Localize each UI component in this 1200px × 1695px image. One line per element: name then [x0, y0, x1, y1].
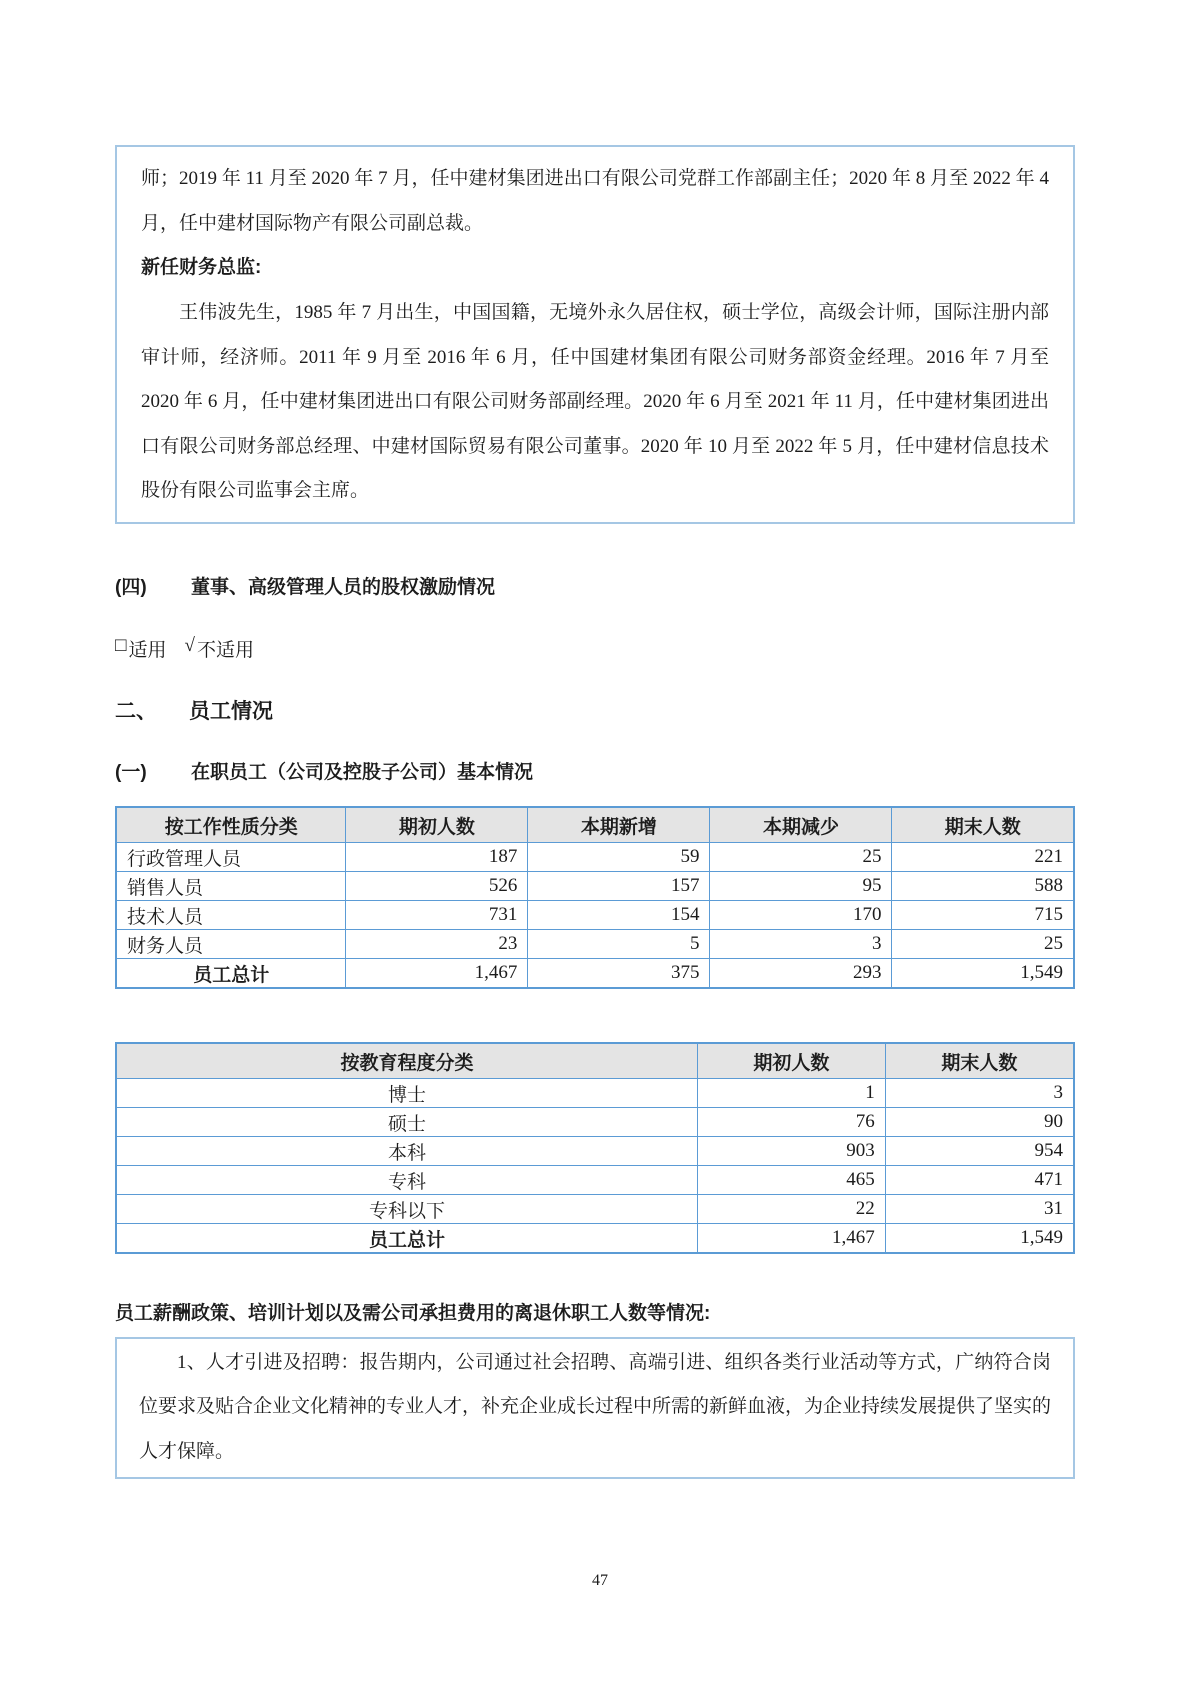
table-header-row [116, 1043, 1074, 1079]
table-cell: 3 [710, 930, 892, 959]
table-cell: 59 [528, 843, 710, 872]
checkbox-unchecked-icon: □ [115, 634, 127, 656]
table-cell: 财务人员 [116, 930, 346, 959]
section-employees-heading [115, 698, 1075, 725]
talent-recruitment-paragraph: 1、人才引进及招聘：报告期内，公司通过社会招聘、高端引进、组织各类行业活动等方式，广纳符合岗位要求及贴合企业文化精神的专业人才，补充企业成长过程中所需的新鲜血液，为企业持续发展提供了坚实的人才保障。 [139, 1351, 1052, 1463]
table-cell: 76 [698, 1108, 886, 1137]
cfo-bio-paragraph: 王伟波先生，1985 年 7 月出生，中国国籍，无境外永久居住权，硕士学位，高级会计师，国际注册内部审计师，经济师。2011 年 9 月至 2016 年 6 月，任中国建材集团有限公司财务部资金经理。2016 年 7 月至 2020 年 6 月，任中建材集团进出口有限公司财务部副经理。2020 年 6 月至 2021 年 11 月，任中建材集团进出口有限公司财务部总经理、中建材国际贸易有限公司董事。2020 年 10 月至 2022 年 5 月，任中建材信息技术股份有限公司监事会主席。 [141, 301, 1049, 502]
table-cell: 471 [885, 1166, 1074, 1195]
column-header-begin-count: 期初人数 [346, 807, 528, 843]
employees-by-education-table [115, 1042, 1075, 1254]
section-title: 董事、高级管理人员的股权激励情况 [191, 577, 496, 599]
column-header-reduced: 本期减少 [710, 807, 892, 843]
table-cell: 1,467 [346, 959, 528, 988]
table-cell: 293 [710, 959, 892, 988]
table-cell: 本科 [116, 1137, 698, 1166]
column-header-added: 本期新增 [528, 807, 710, 843]
checkmark-icon: √ [184, 634, 195, 656]
applicable-label: 适用 [128, 639, 167, 661]
bio-paragraph-continuation: 师；2019 年 11 月至 2020 年 7 月，任中建材集团进出口有限公司党群工作部副主任；2020 年 8 月至 2022 年 4 月，任中建材国际物产有限公司副总裁。 [141, 168, 1049, 234]
table-cell: 1,549 [892, 959, 1074, 988]
column-header-education-level: 按教育程度分类 [116, 1043, 698, 1079]
table-cell: 170 [710, 901, 892, 930]
table-cell: 157 [528, 872, 710, 901]
table-cell: 31 [885, 1195, 1074, 1224]
table-header-row [116, 807, 1074, 843]
table-cell: 23 [346, 930, 528, 959]
table-cell: 954 [885, 1137, 1074, 1166]
table-total-row [116, 959, 1074, 988]
table-cell: 375 [528, 959, 710, 988]
table-cell: 95 [710, 872, 892, 901]
table-cell: 715 [892, 901, 1074, 930]
column-header-end-count: 期末人数 [892, 807, 1074, 843]
table-row [116, 872, 1074, 901]
column-header-work-type: 按工作性质分类 [116, 807, 346, 843]
section-title: 员工情况 [189, 699, 273, 723]
section-index: (一) [115, 762, 147, 784]
table-cell: 技术人员 [116, 901, 346, 930]
table-cell: 187 [346, 843, 528, 872]
table-cell: 1,467 [698, 1224, 886, 1253]
page-number: 47 [592, 1572, 608, 1589]
table-total-label: 员工总计 [116, 959, 346, 988]
table-cell: 1 [698, 1079, 886, 1108]
section-active-employees-heading [115, 761, 1075, 786]
table-cell: 硕士 [116, 1108, 698, 1137]
table-cell: 5 [528, 930, 710, 959]
table-row [116, 1195, 1074, 1224]
table-cell: 25 [710, 843, 892, 872]
table-row [116, 930, 1074, 959]
applicable-option [115, 635, 167, 662]
section-index: 二、 [115, 699, 157, 723]
employees-by-work-type-table [115, 806, 1075, 989]
table-cell: 903 [698, 1137, 886, 1166]
table-cell: 90 [885, 1108, 1074, 1137]
not-applicable-option [185, 635, 254, 662]
table-row [116, 843, 1074, 872]
table-cell: 154 [528, 901, 710, 930]
not-applicable-label: 不适用 [196, 639, 254, 661]
salary-policy-heading: 员工薪酬政策、培训计划以及需公司承担费用的离退休职工人数等情况: [115, 1302, 711, 1324]
section-title: 在职员工（公司及控股子公司）基本情况 [191, 762, 534, 784]
table-cell: 221 [892, 843, 1074, 872]
table-row [116, 1166, 1074, 1195]
table-cell: 526 [346, 872, 528, 901]
table-cell: 588 [892, 872, 1074, 901]
executive-bio-box [115, 145, 1075, 524]
table-cell: 25 [892, 930, 1074, 959]
column-header-begin-count: 期初人数 [698, 1043, 886, 1079]
table-cell: 专科以下 [116, 1195, 698, 1224]
table-total-row [116, 1224, 1074, 1253]
page-content [115, 0, 1075, 1479]
table-row [116, 1079, 1074, 1108]
table-cell: 22 [698, 1195, 886, 1224]
table-cell: 1,549 [885, 1224, 1074, 1253]
section-index: (四) [115, 577, 147, 599]
new-cfo-heading: 新任财务总监: [141, 257, 262, 279]
table-row [116, 1108, 1074, 1137]
table-cell: 博士 [116, 1079, 698, 1108]
table-cell: 行政管理人员 [116, 843, 346, 872]
salary-policy-box [115, 1337, 1075, 1479]
table-cell: 465 [698, 1166, 886, 1195]
table-total-label: 员工总计 [116, 1224, 698, 1253]
table-cell: 专科 [116, 1166, 698, 1195]
table-cell: 731 [346, 901, 528, 930]
table-row [116, 1137, 1074, 1166]
table-cell: 3 [885, 1079, 1074, 1108]
column-header-end-count: 期末人数 [885, 1043, 1074, 1079]
applicability-line [115, 635, 1075, 662]
table-row [116, 901, 1074, 930]
table-cell: 销售人员 [116, 872, 346, 901]
section-equity-incentive-heading [115, 576, 1075, 601]
